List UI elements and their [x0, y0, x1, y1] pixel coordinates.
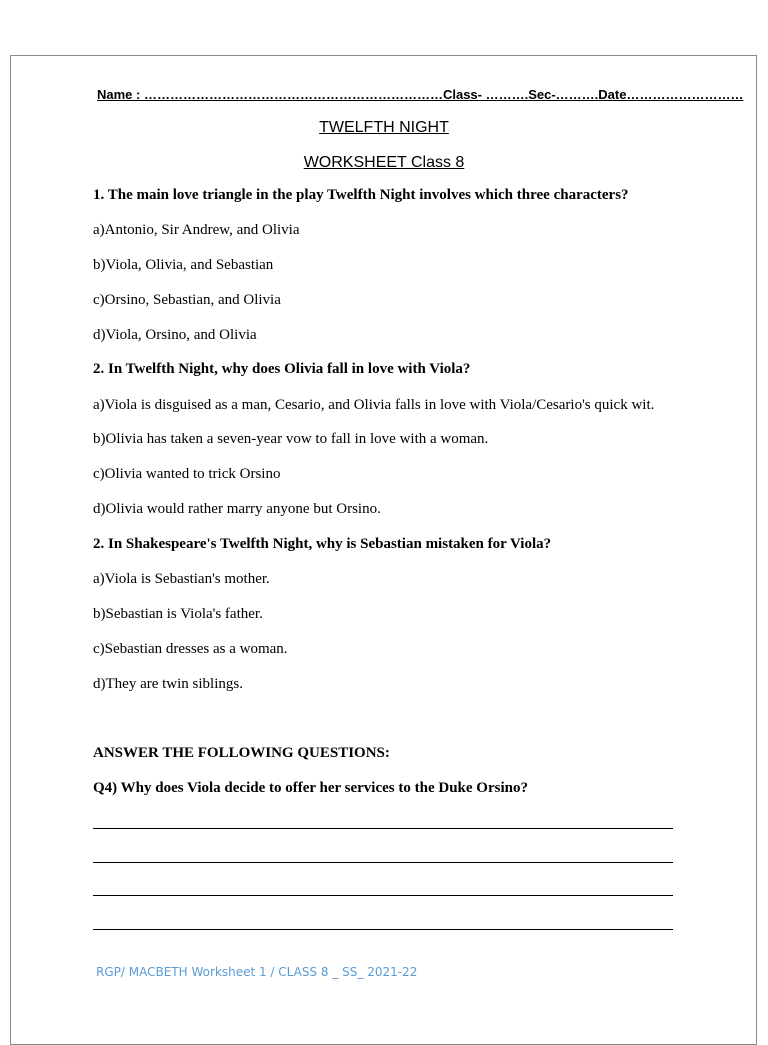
question-1-option-a: a)Antonio, Sir Andrew, and Olivia: [93, 222, 300, 238]
worksheet-title: TWELFTH NIGHT: [319, 119, 449, 136]
footer-text: RGP/ MACBETH Worksheet 1 / CLASS 8 _ SS_ 2021-22: [96, 965, 418, 979]
student-info-line: Name : ……………………………………………………………Class- ……….Sec-……….Date………………………: [97, 87, 744, 102]
question-4: Q4) Why does Viola decide to offer her services to the Duke Orsino?: [93, 780, 528, 796]
answer-line-4[interactable]: [93, 929, 673, 930]
question-1-option-d: d)Viola, Orsino, and Olivia: [93, 327, 257, 343]
answer-line-1[interactable]: [93, 828, 673, 829]
question-2-option-b: b)Olivia has taken a seven-year vow to fall in love with a woman.: [93, 431, 489, 447]
question-3-option-a: a)Viola is Sebastian's mother.: [93, 571, 270, 587]
worksheet-subtitle: WORKSHEET Class 8: [303, 154, 465, 171]
question-1-option-c: c)Orsino, Sebastian, and Olivia: [93, 292, 281, 308]
answer-line-2[interactable]: [93, 862, 673, 863]
question-3-option-d: d)They are twin siblings.: [93, 676, 243, 692]
question-2-option-c: c)Olivia wanted to trick Orsino: [93, 466, 281, 482]
question-2-option-d: d)Olivia would rather marry anyone but Orsino.: [93, 501, 381, 517]
question-3: 2. In Shakespeare's Twelfth Night, why is Sebastian mistaken for Viola?: [93, 536, 552, 552]
question-3-option-c: c)Sebastian dresses as a woman.: [93, 641, 288, 657]
question-1: 1. The main love triangle in the play Twelfth Night involves which three characters?: [93, 187, 629, 203]
question-2-option-a: a)Viola is disguised as a man, Cesario, and Olivia falls in love with Viola/Cesario's quick wit.: [93, 397, 655, 413]
question-1-option-b: b)Viola, Olivia, and Sebastian: [93, 257, 274, 273]
question-2: 2. In Twelfth Night, why does Olivia fall in love with Viola?: [93, 361, 471, 377]
answer-line-3[interactable]: [93, 895, 673, 896]
question-3-option-b: b)Sebastian is Viola's father.: [93, 606, 263, 622]
section-heading: ANSWER THE FOLLOWING QUESTIONS:: [93, 745, 390, 761]
